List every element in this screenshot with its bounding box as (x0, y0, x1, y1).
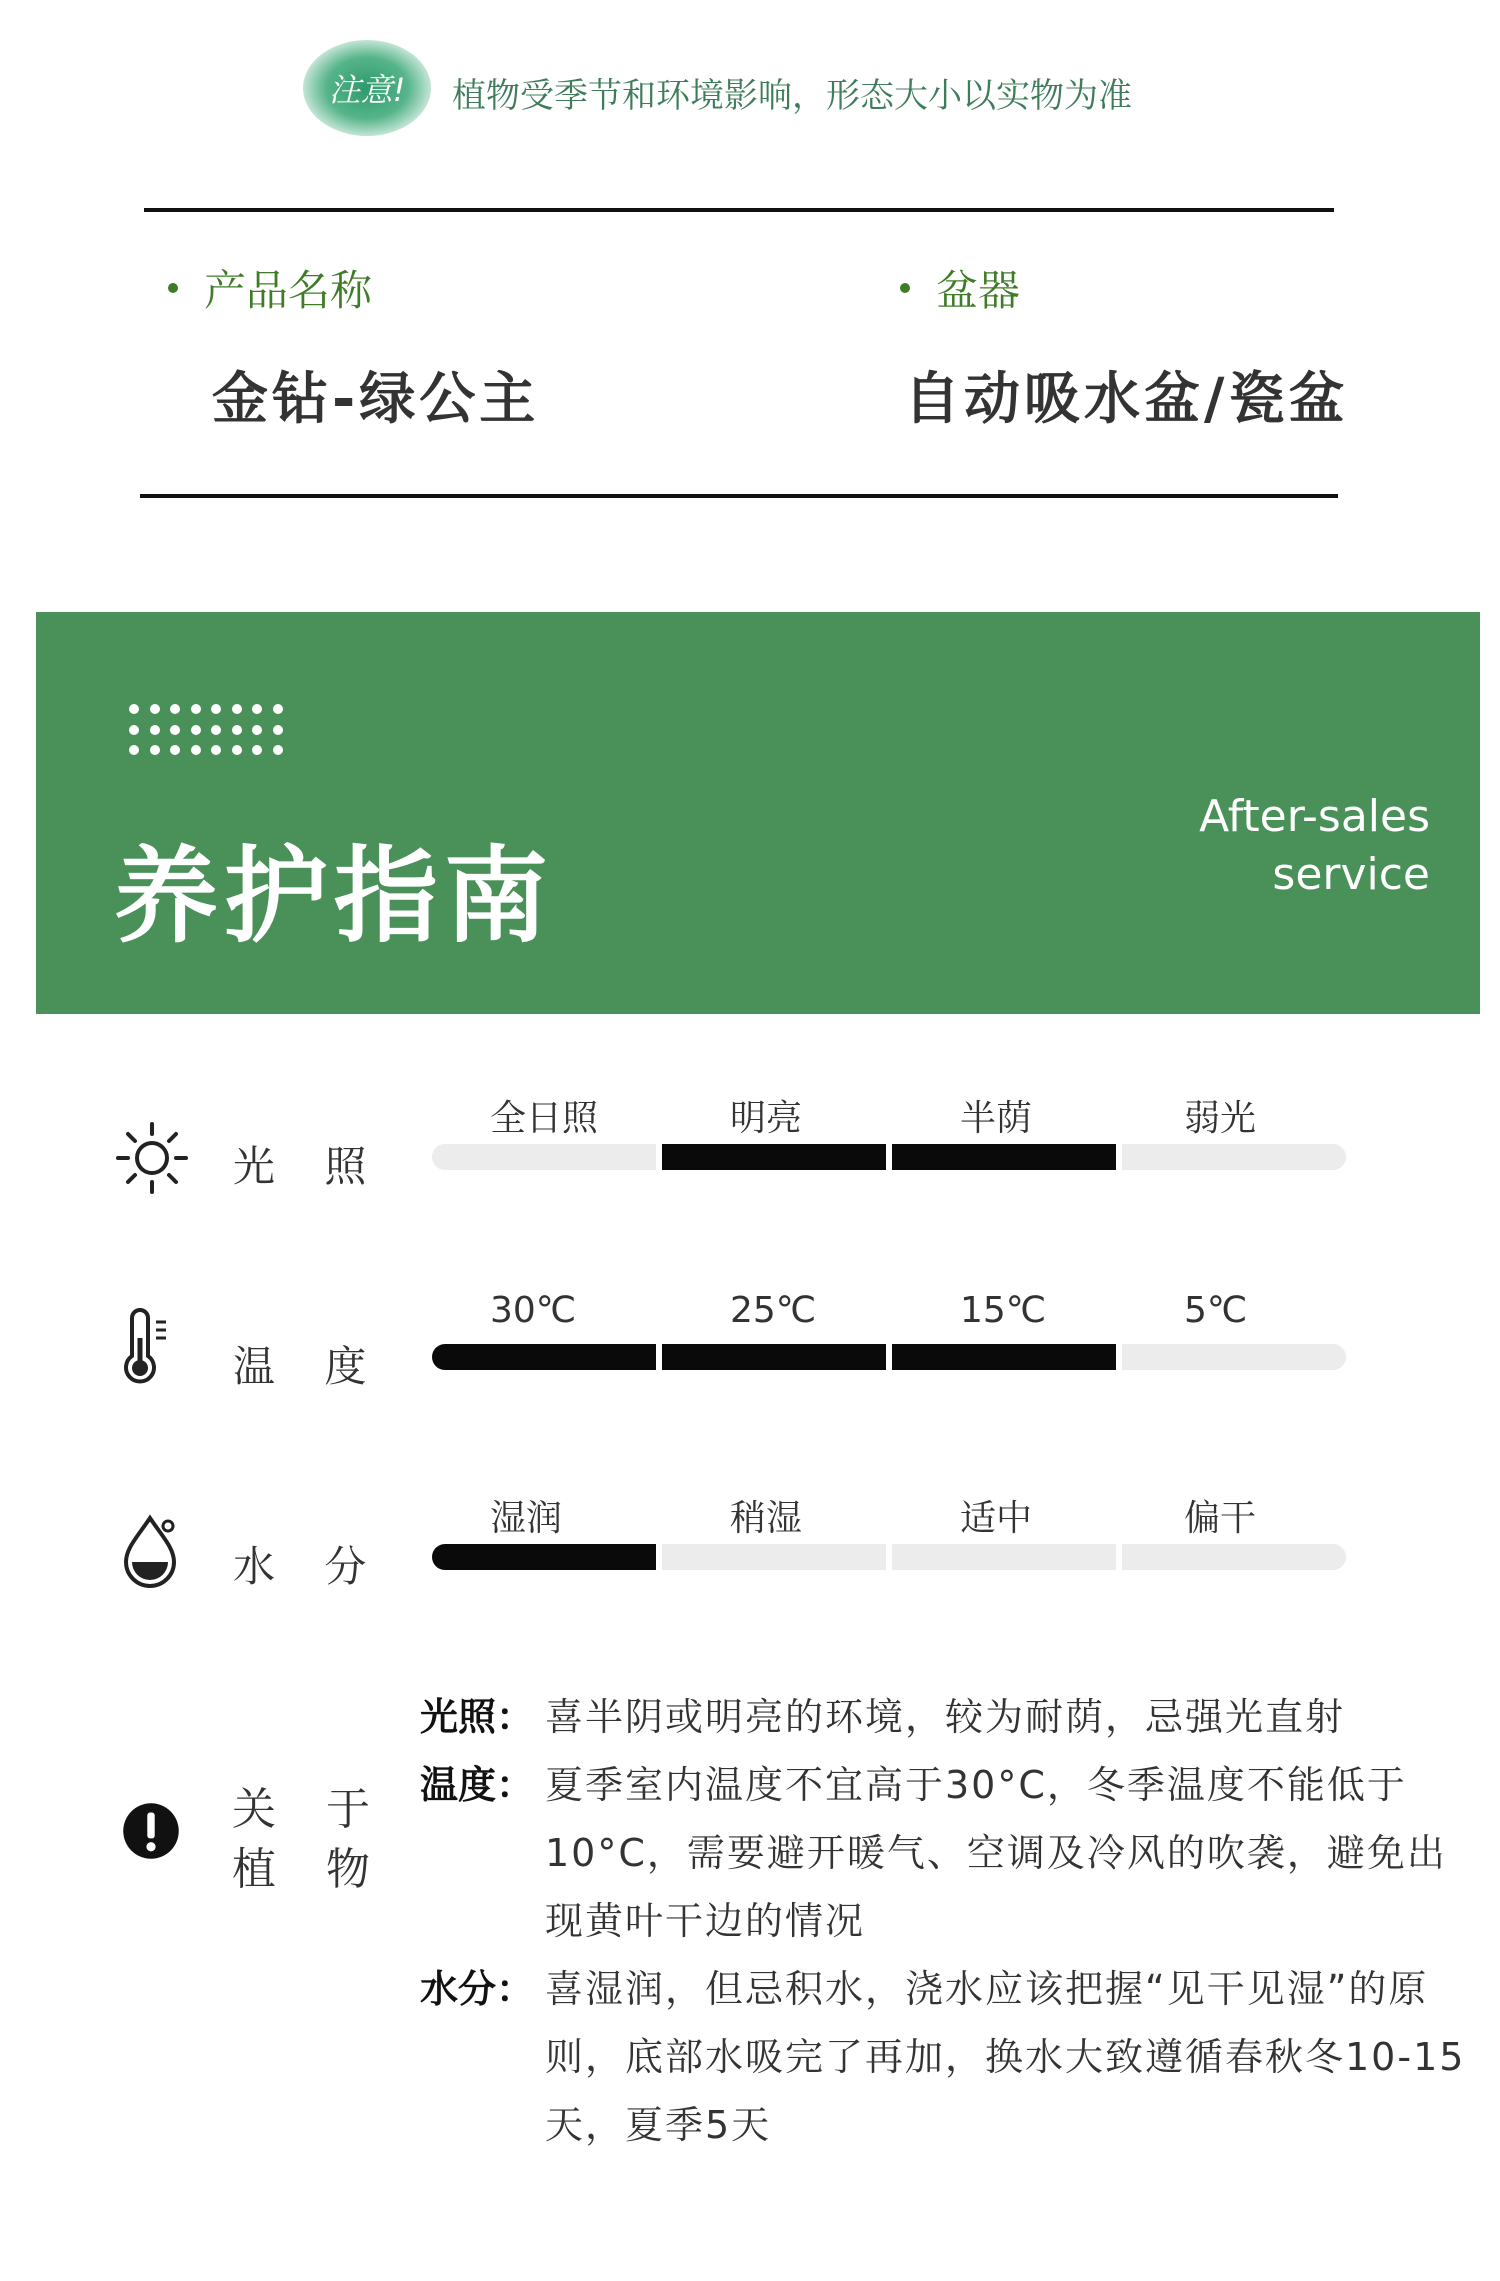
temperature-level-label: 25℃ (730, 1290, 817, 1331)
light-bar-segment (432, 1144, 656, 1170)
about-item-text: 喜半阴或明亮的环境，较为耐荫，忌强光直射 (545, 1695, 1346, 1739)
temperature-bar-segment (432, 1344, 656, 1370)
about-plant-label (232, 1780, 388, 1900)
about-item-text: 喜湿润，但忌积水，浇水应该把握“见干见湿”的原则，底部水吸完了再加，换水大致遵循春秋冬10-15天，夏季5天 (545, 1967, 1466, 2147)
care-guide-banner (36, 612, 1480, 1014)
exclamation-icon (114, 1794, 188, 1868)
product-name-label (168, 258, 372, 318)
about-plant-notes (420, 1683, 1480, 2159)
light-bar-segment (1122, 1144, 1346, 1170)
water-bar-segment (1122, 1544, 1346, 1570)
thermometer-icon (110, 1308, 190, 1388)
about-item-temperature (420, 1751, 1480, 1955)
about-plant-label-line2: 植 物 (232, 1844, 388, 1895)
notice-text: 植物受季节和环境影响，形态大小以实物为准 (452, 76, 1132, 116)
pot-value: 自动吸水盆/瓷盆 (904, 367, 1349, 432)
banner-title: 养护指南 (114, 835, 555, 957)
water-bar-segment (432, 1544, 656, 1570)
about-plant-label-line1: 关 于 (232, 1784, 388, 1835)
light-bar-segment (892, 1144, 1116, 1170)
pot-label (900, 258, 1020, 318)
water-bar-segment (892, 1544, 1116, 1570)
about-item-text: 夏季室内温度不宜高于30°C，冬季温度不能低于10°C，需要避开暖气、空调及冷风的吹袭，避免出现黄叶干边的情况 (545, 1763, 1447, 1943)
banner-subtitle-line2: service (1272, 849, 1430, 900)
sun-icon (112, 1118, 192, 1198)
pot-label-text: 盆器 (936, 266, 1021, 315)
light-label: 光 照 (233, 1142, 385, 1191)
about-item-water (420, 1955, 1480, 2159)
light-level-label: 半荫 (960, 1098, 1033, 1139)
bullet-dot (168, 283, 178, 293)
water-label: 水 分 (233, 1542, 385, 1591)
about-item-key: 光照： (420, 1695, 535, 1739)
temperature-bar-segment (892, 1344, 1116, 1370)
light-level-label: 弱光 (1184, 1098, 1257, 1139)
water-level-label: 湿润 (490, 1498, 563, 1539)
temperature-bar-segment (1122, 1344, 1346, 1370)
about-item-key: 温度： (420, 1763, 535, 1807)
light-bar-segment (662, 1144, 886, 1170)
water-level-label: 适中 (960, 1498, 1033, 1539)
bullet-dot (900, 283, 910, 293)
bottom-divider (140, 494, 1338, 498)
temperature-level-label: 5℃ (1184, 1290, 1248, 1331)
about-item-light (420, 1683, 1480, 1751)
water-level-label: 稍湿 (730, 1498, 803, 1539)
light-level-label: 全日照 (490, 1098, 599, 1139)
temperature-bar-segment (662, 1344, 886, 1370)
water-drop-icon (110, 1510, 190, 1590)
light-level-label: 明亮 (730, 1098, 803, 1139)
top-divider (144, 208, 1334, 212)
notice-badge: 注意! (303, 40, 431, 136)
about-item-key: 水分： (420, 1967, 535, 2011)
temperature-level-label: 15℃ (960, 1290, 1047, 1331)
temperature-level-label: 30℃ (490, 1290, 577, 1331)
water-bar-segment (662, 1544, 886, 1570)
banner-subtitle (1199, 788, 1430, 904)
banner-subtitle-line1: After-sales (1199, 791, 1430, 842)
temperature-label: 温 度 (233, 1342, 385, 1391)
product-name-value: 金钻-绿公主 (212, 367, 540, 432)
water-level-label: 偏干 (1184, 1498, 1257, 1539)
dot-grid-decoration (129, 704, 293, 766)
product-name-label-text: 产品名称 (204, 266, 373, 315)
